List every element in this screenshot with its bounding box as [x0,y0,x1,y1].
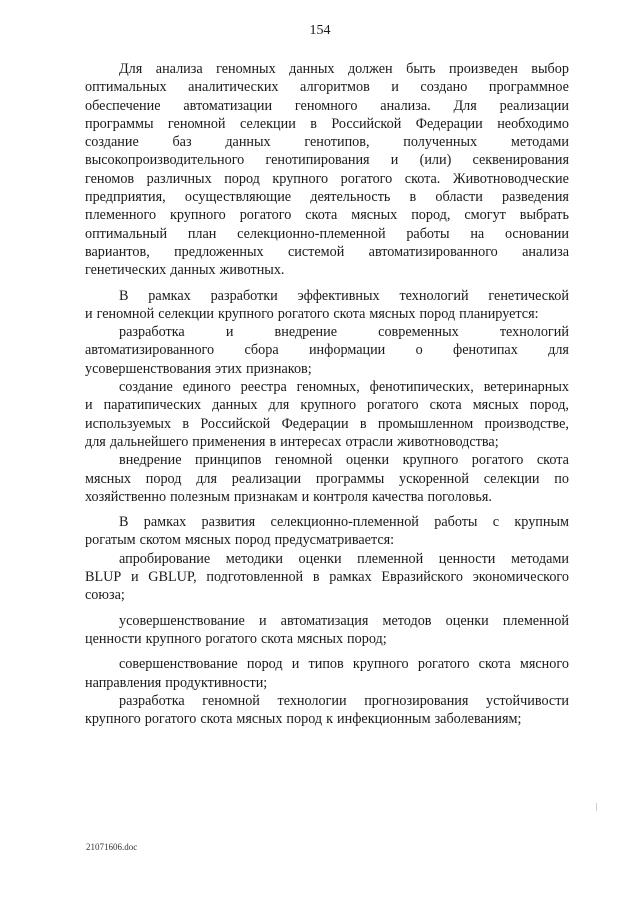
word: рамках [329,569,372,586]
word: селекционно-племенной [237,225,386,242]
text-line [85,568,569,586]
word: интересах [280,433,342,450]
word: селекции [158,305,215,322]
word: работы [434,514,478,531]
word: и [225,324,234,341]
word: аналитических [188,79,279,96]
word: фенотипических, [369,379,474,396]
word: оценки [298,550,342,567]
word: вариантов, [85,243,150,260]
word: рогатого [367,397,419,414]
word: крупного [402,452,459,469]
word: рогатого [340,170,393,187]
word: геномов [85,170,135,187]
text-line [85,243,569,261]
word: в [312,569,320,586]
word: крупного [352,656,409,673]
word: усовершенствования [85,360,212,377]
word: эффективных [297,287,380,304]
word: геномных, [296,379,360,396]
word: экономического [472,569,569,586]
word: крупного [218,305,274,322]
word: поголовья. [427,488,492,505]
word: данных [225,134,271,151]
word: планируется: [459,305,539,322]
word: генетических [85,262,167,279]
word: скотом [139,532,181,549]
word: данных [170,262,216,279]
word: в [269,433,277,450]
word: отрасли [345,433,394,450]
word: оценки [346,452,390,469]
word: апробирование [119,550,211,567]
word: инфекционным [337,711,431,728]
word: предприятия, [85,189,166,206]
word: скота [305,207,338,224]
text-line [85,287,569,305]
text-line [85,710,569,728]
text-line [85,586,569,604]
text-line [85,261,569,279]
word: анализа [522,243,569,260]
text-line [85,415,569,433]
text-line [85,115,569,133]
word: системой [287,243,345,260]
word: продуктивности; [165,674,268,691]
word: анализа [155,61,203,77]
word: и [258,612,267,629]
text-line [85,433,569,451]
word: мясных [297,630,344,647]
text-line [85,531,569,549]
text-line [85,692,569,710]
text-line [85,513,569,531]
word: скота [333,305,366,322]
word: смогут [464,207,506,224]
word: внедрение [119,452,182,469]
word: признакам [233,488,298,505]
word: принципов [194,452,262,469]
word: автоматизации [183,97,273,114]
word: основании [504,225,569,242]
word: пород [234,532,271,549]
word: скота [536,452,569,469]
word: Российской [200,415,271,432]
word: высокопроизводительного [85,152,245,169]
word: методики [225,550,283,567]
word: крупного [85,711,141,728]
word: пород, [411,207,451,224]
word: В [119,514,129,531]
text-line [85,151,569,169]
word: разработка [119,324,185,341]
word: селекции [483,470,540,487]
word: мясных [236,711,283,728]
word: качества [372,488,424,505]
scan-artifact [596,803,597,811]
word: мясных [85,470,132,487]
word: пород; [347,630,387,647]
word: и [391,79,399,96]
word: развития [201,514,256,531]
text-line [85,630,569,648]
word: данных [289,61,335,77]
word: рамках [148,287,191,304]
word: произведен [449,61,518,77]
word: этих [215,360,243,377]
word: ускоренной [399,470,469,487]
page-number: 154 [309,23,331,38]
word: и [390,152,399,169]
text-line [85,305,569,323]
word: разработка [119,692,185,709]
word: программы [315,470,385,487]
word: к [326,711,334,728]
word: направления [85,674,162,691]
word: геномной [96,305,155,322]
word: геномного [294,97,358,114]
word: оптимальных [85,79,167,96]
word: пород [145,470,182,487]
word: племенного [85,207,157,224]
word: с [492,514,500,531]
word: генетической [488,287,569,304]
word: методами [510,134,569,151]
word: автоматизированного [368,243,498,260]
word: рогатого [239,207,292,224]
word: усовершенствование [119,612,245,629]
word: ветеринарных [483,379,569,396]
word: генотипирования [265,152,370,169]
word: геномных [216,61,276,77]
text-line [85,360,569,378]
word: устойчивости [486,692,569,709]
word: союза; [85,587,125,604]
paragraph [85,287,569,507]
text-line [85,78,569,96]
word: геномной [167,115,226,132]
text-line [85,206,569,224]
word: технологии [277,692,347,709]
word: ценности [85,630,142,647]
word: совершенствование [119,656,238,673]
word: мясного [519,656,569,673]
word: Животноводческие [452,170,569,187]
word: быть [406,61,436,77]
word: информации [308,342,386,359]
word: рамках [143,514,187,531]
word: технологий [499,324,569,341]
word: в [409,189,417,206]
word: рогатого [277,305,330,322]
word: признаков; [246,360,312,377]
word: необходимо [497,115,569,132]
word: методов [382,612,432,629]
word: животных. [219,262,285,279]
word: скота [260,630,294,647]
word: в [182,415,190,432]
word: геномной [202,692,260,709]
word: пород [419,305,456,322]
word: Евразийского [381,569,464,586]
word: типов [308,656,344,673]
text-line [85,396,569,414]
word: Федерации [281,415,349,432]
word: секвенирования [472,152,569,169]
word: В [119,287,129,304]
word: Для [453,97,477,114]
word: мясных [472,397,519,414]
word: селекционно-племенной [270,514,419,531]
text-line [85,341,569,359]
word: и [301,488,310,505]
word: мясных [369,305,416,322]
word: области [435,189,483,206]
text-line [85,674,569,692]
word: дальнейшего [109,433,189,450]
word: крупного [272,170,329,187]
word: полезным [170,488,230,505]
text-line [85,451,569,469]
word: крупного [170,207,226,224]
text-line [85,470,569,488]
word: алгоритмов [300,79,370,96]
word: создано [420,79,468,96]
word: полученных [403,134,478,151]
word: единого [182,379,231,396]
paragraph [85,612,569,649]
word: производстве, [484,415,569,432]
word: и [130,569,139,586]
word: создание [119,379,173,396]
word: животноводства; [397,433,499,450]
word: геномной [274,452,333,469]
word: обеспечение [85,97,161,114]
word: методами [510,550,569,567]
word: выбор [531,61,569,77]
word: в [310,115,317,132]
word: заболеваниям; [434,711,522,728]
word: ценности [438,550,496,567]
word: данных [212,397,258,414]
word: осуществляющие [184,189,292,206]
word: прогнозирования [364,692,469,709]
word: крупным [514,514,569,531]
word: пород [246,656,283,673]
word: контроля [313,488,368,505]
document-body [85,60,569,735]
word: разработки [210,287,278,304]
word: Для [119,61,143,77]
word: фенотипах [453,342,518,359]
text-line [85,60,569,78]
word: Федерации [415,115,483,132]
word: внедрение [274,324,338,341]
word: реестра [240,379,287,396]
word: автоматизация [280,612,369,629]
word: различных [146,170,212,187]
word: скота [478,656,511,673]
word: подготовленной [206,569,304,586]
text-line [85,225,569,243]
word: (или) [419,152,452,169]
word: крупного [300,397,357,414]
word: для [85,433,106,450]
word: пород [224,170,260,187]
word: используемых [85,415,172,432]
text-line [85,550,569,568]
word: должен [347,61,393,77]
word: рогатого [471,452,524,469]
paragraph [85,655,569,728]
text-line [85,188,569,206]
word: программы [85,115,154,132]
word: автоматизированного [85,342,215,359]
word: скота [200,711,233,728]
word: в [359,415,367,432]
word: о [415,342,423,359]
word: мясных [184,532,231,549]
word: BLUP [85,569,122,586]
word: сбора [244,342,279,359]
word: разведения [501,189,569,206]
word: план [187,225,217,242]
word: предложенных [174,243,264,260]
word: рогатого [144,711,197,728]
text-line [85,655,569,673]
word: племенной [502,612,569,629]
paragraph [85,513,569,604]
word: на [470,225,485,242]
word: генотипов, [304,134,370,151]
word: скота. [404,170,441,187]
word: рогатого [417,656,470,673]
word: хозяйственно [85,488,167,505]
word: и [291,656,300,673]
word: скота [429,397,462,414]
text-line [85,323,569,341]
word: для [548,342,569,359]
word: создание [85,134,139,151]
word: выбрать [519,207,569,224]
word: анализа. [380,97,431,114]
word: племенной [357,550,424,567]
word: баз [172,134,192,151]
word: реализации [231,470,302,487]
word: современных [378,324,459,341]
word: промышленном [377,415,474,432]
word: технологий [399,287,469,304]
text-line [85,133,569,151]
word: и [85,397,93,414]
word: пород, [529,397,569,414]
paragraph [85,60,569,280]
text-line [85,170,569,188]
word: GBLUP, [148,569,197,586]
word: селекции [239,115,296,132]
word: программное [488,79,569,96]
word: крупного [145,630,202,647]
word: паратипических [103,397,202,414]
word: для [196,470,218,487]
word: мясных [351,207,398,224]
footer-file-reference: 21071606.doc [86,842,138,852]
text-line [85,97,569,115]
word: оптимальный [85,225,168,242]
text-line [85,612,569,630]
word: реализации [499,97,569,114]
word: оценки [445,612,489,629]
word: применения [192,433,266,450]
word: предусматривается: [274,532,395,549]
word: рогатого [205,630,257,647]
word: работы [406,225,450,242]
text-line [85,378,569,396]
word: и [85,305,93,322]
word: деятельность [310,189,391,206]
word: Российской [331,115,402,132]
word: пород [286,711,323,728]
text-line [85,488,569,506]
word: рогатым [85,532,136,549]
word: для [268,397,290,414]
word: по [554,470,569,487]
